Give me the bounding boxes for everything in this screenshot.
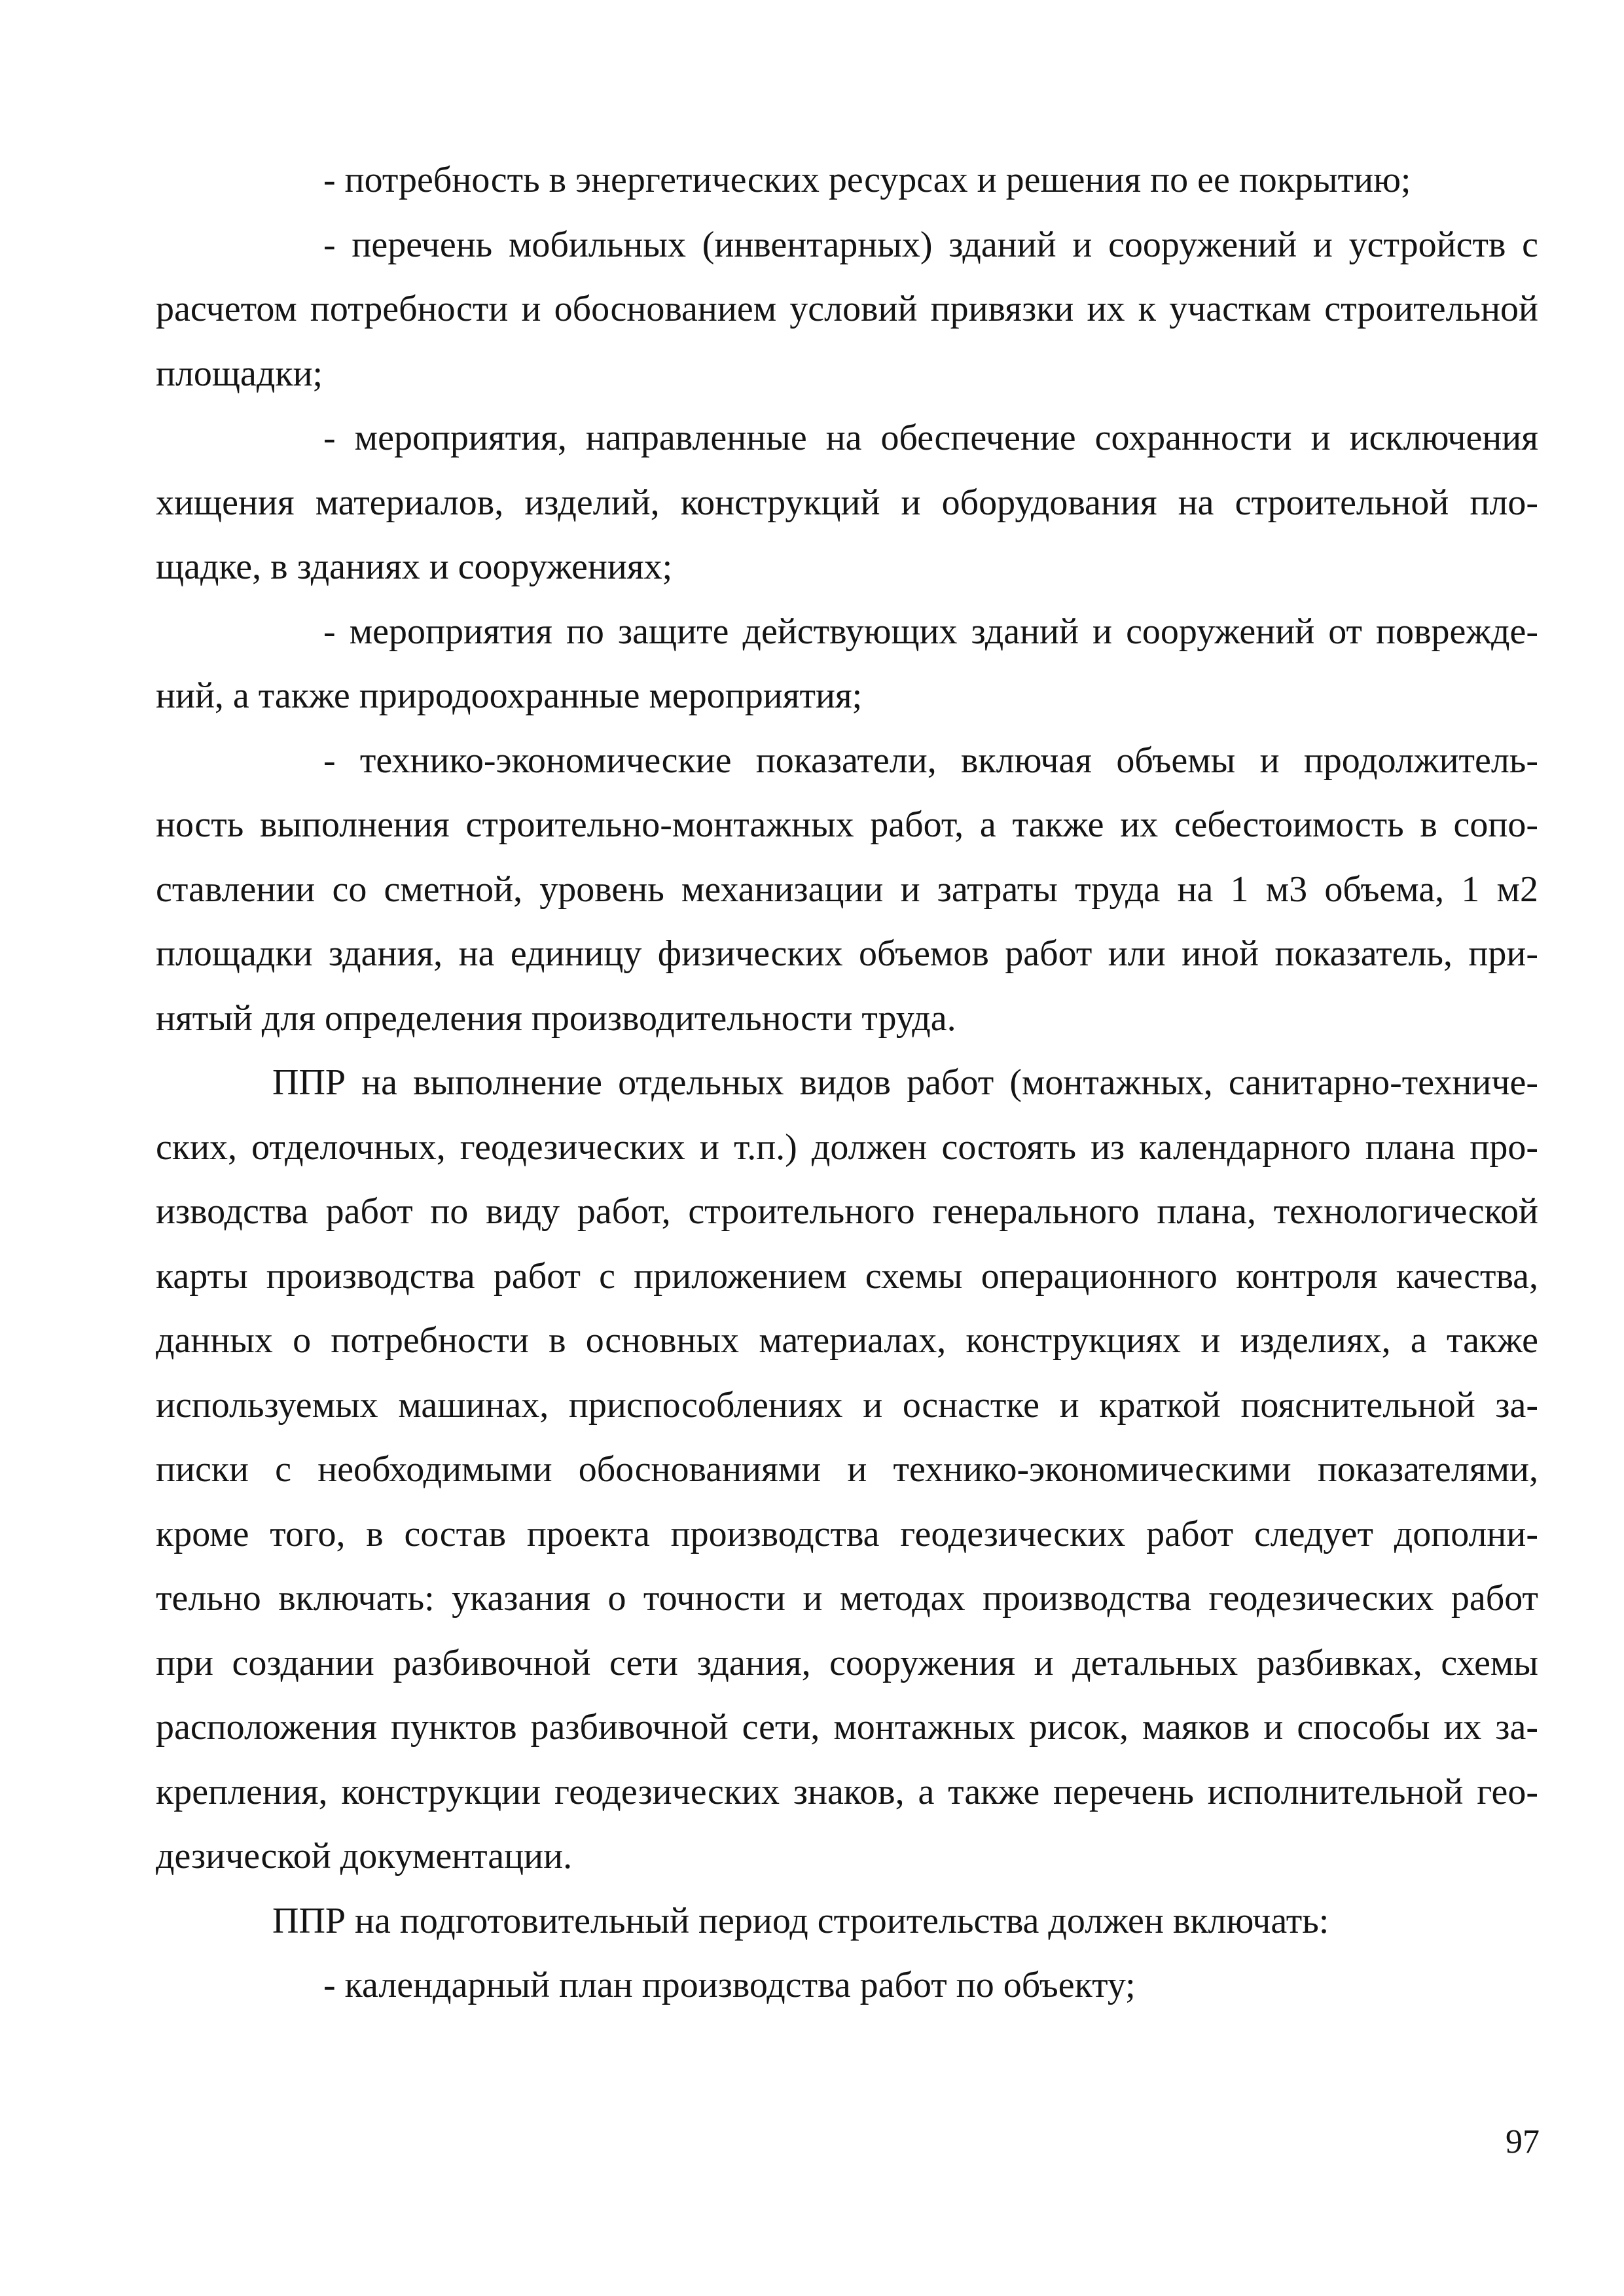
text-line: площадки здания, на единицу физических объемов работ или иной показатель, при- bbox=[156, 933, 1538, 974]
text-line: ставлении со сметной, уровень механизации и затраты труда на 1 м3 объема, 1 м2 bbox=[156, 869, 1538, 910]
list-item: - перечень мобильных (инвентарных) зданий и сооружений и устройств с bbox=[323, 224, 1538, 265]
text-line: карты производства работ с приложением схемы операционного контроля качества, bbox=[156, 1255, 1538, 1297]
list-item: - потребность в энергетических ресурсах и решения по ее покрытию; bbox=[323, 160, 1411, 200]
text-line: ний, а также природоохранные мероприятия; bbox=[156, 675, 863, 716]
list-item: - технико-экономические показатели, включая объемы и продолжитель- bbox=[323, 740, 1538, 781]
text-line: тельно включать: указания о точности и методах производства геодезических работ bbox=[156, 1578, 1538, 1619]
text-line: крепления, конструкции геодезических знаков, а также перечень исполнительной гео- bbox=[156, 1771, 1538, 1812]
page-number: 97 bbox=[1506, 2123, 1540, 2161]
text-line: хищения материалов, изделий, конструкций и оборудования на строительной пло- bbox=[156, 482, 1538, 523]
paragraph-line: ППР на подготовительный период строительства должен включать: bbox=[272, 1900, 1329, 1941]
text-line: при создании разбивочной сети здания, сооружения и детальных разбивках, схемы bbox=[156, 1642, 1538, 1683]
text-line: кроме того, в состав проекта производства геодезических работ следует дополни- bbox=[156, 1513, 1538, 1554]
text-line: расположения пунктов разбивочной сети, монтажных рисок, маяков и способы их за- bbox=[156, 1707, 1538, 1748]
text-line: используемых машинах, приспособлениях и оснастке и краткой пояснительной за- bbox=[156, 1384, 1538, 1426]
list-item: - мероприятия по защите действующих зданий и сооружений от поврежде- bbox=[323, 611, 1538, 652]
text-line: дезической документации. bbox=[156, 1836, 573, 1876]
list-item: - мероприятия, направленные на обеспечение сохранности и исключения bbox=[323, 418, 1538, 458]
body-text bbox=[156, 148, 1538, 2018]
list-item: - календарный план производства работ по объекту; bbox=[323, 1965, 1136, 2005]
text-line: расчетом потребности и обоснованием условий привязки их к участкам строительной bbox=[156, 289, 1538, 329]
text-line: площадки; bbox=[156, 353, 323, 394]
text-line: ность выполнения строительно-монтажных работ, а также их себестоимость в сопо- bbox=[156, 804, 1538, 845]
text-line: ских, отделочных, геодезических и т.п.) должен состоять из календарного плана про- bbox=[156, 1126, 1538, 1168]
paragraph-line: ППР на выполнение отдельных видов работ (монтажных, санитарно-техниче- bbox=[272, 1062, 1538, 1103]
text-line: щадке, в зданиях и сооружениях; bbox=[156, 547, 673, 587]
text-line: писки с необходимыми обоснованиями и технико-экономическими показателями, bbox=[156, 1449, 1538, 1490]
text-line: изводства работ по виду работ, строительного генерального плана, технологической bbox=[156, 1191, 1538, 1232]
text-line: данных о потребности в основных материалах, конструкциях и изделиях, а также bbox=[156, 1320, 1538, 1361]
text-line: нятый для определения производительности труда. bbox=[156, 997, 956, 1039]
